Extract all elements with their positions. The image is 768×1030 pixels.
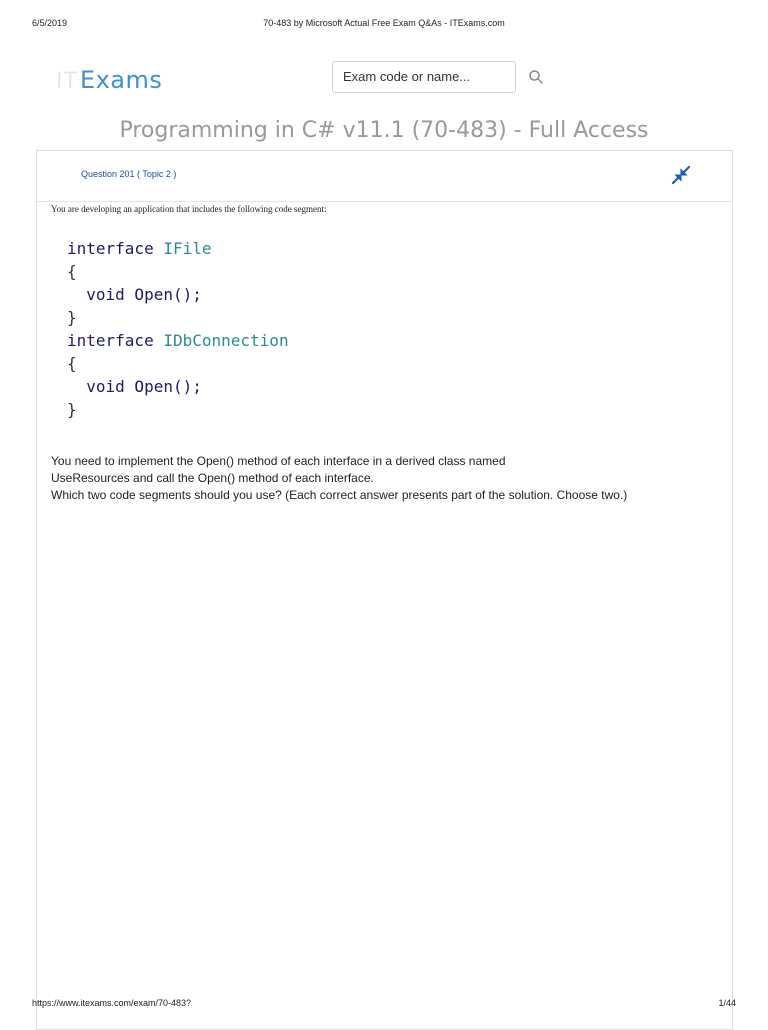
code-line	[67, 237, 387, 260]
print-footer	[32, 998, 736, 1012]
print-header	[32, 18, 736, 32]
logo-exams: Exams	[79, 66, 163, 94]
logo-it: IT	[56, 69, 78, 94]
question-body-line: You need to implement the Open() method of each interface in a derived class named	[51, 454, 506, 468]
code-segment	[67, 237, 387, 427]
code-line: void Open();	[67, 285, 202, 304]
site-logo[interactable]	[56, 64, 162, 94]
code-type: IFile	[163, 239, 212, 258]
question-intro: You are developing an application that includes the following code segment:	[51, 204, 327, 214]
code-line: {	[67, 354, 77, 373]
print-date: 6/5/2019	[32, 18, 68, 28]
print-page-number: 1/44	[718, 998, 736, 1008]
collapse-arrows-icon[interactable]	[669, 163, 693, 187]
search-icon[interactable]	[528, 69, 544, 85]
code-line	[67, 329, 387, 352]
search-input[interactable]: Exam code or name...	[332, 61, 516, 93]
question-body-line: Which two code segments should you use? (Each correct answer presents part of the solution. Choose two.)	[51, 488, 628, 502]
print-doc-title: 70-483 by Microsoft Actual Free Exam Q&As - ITExams.com	[263, 18, 505, 28]
code-line: }	[67, 400, 77, 419]
code-keyword: interface	[67, 331, 154, 350]
code-type: IDbConnection	[163, 331, 289, 350]
question-card	[36, 150, 733, 1030]
code-keyword: interface	[67, 239, 154, 258]
page-title: Programming in C# v11.1 (70-483) - Full Access	[119, 118, 649, 143]
question-label: Question 201 ( Topic 2 )	[81, 169, 177, 179]
code-line: {	[67, 262, 77, 281]
question-body	[51, 453, 721, 504]
question-body-line: UseResources and call the Open() method of each interface.	[51, 471, 374, 485]
question-card-header	[37, 151, 732, 202]
code-line: void Open();	[67, 377, 202, 396]
print-url: https://www.itexams.com/exam/70-483?	[32, 998, 192, 1008]
code-line: }	[67, 308, 77, 327]
